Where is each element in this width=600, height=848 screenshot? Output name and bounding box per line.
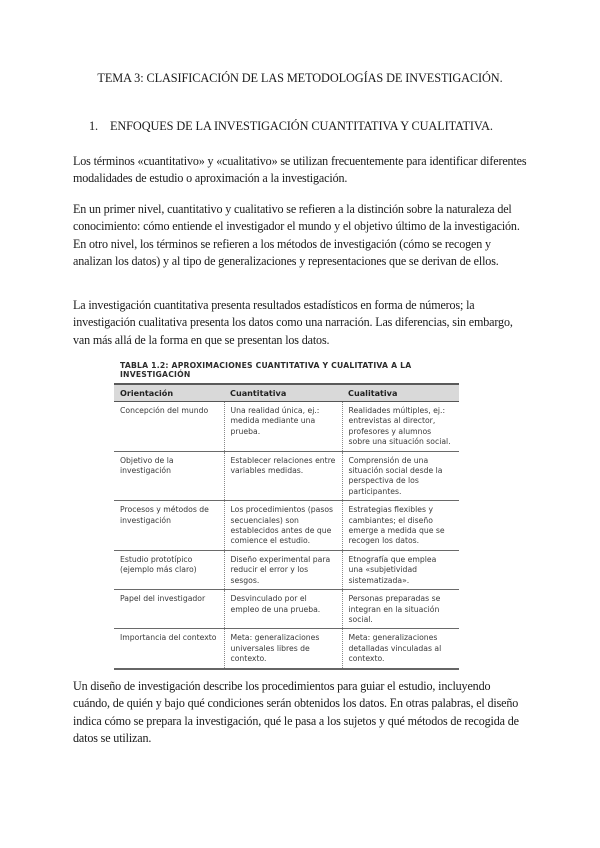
table-row [114, 590, 459, 629]
section-heading-text: ENFOQUES DE LA INVESTIGACIÓN CUANTITATIVA Y CUALITATIVA. [109, 119, 493, 133]
table-cell: Estudio prototípico (ejemplo más claro) [114, 550, 224, 589]
table-header-row [114, 385, 459, 402]
table-cell: Estrategias flexibles y cambiantes; el diseño emerge a medida que se recogen los datos. [342, 501, 459, 551]
paragraph-terms: Los términos «cuantitativo» y «cualitativo» se utilizan frecuentemente para identificar diferentes modalidades de estudio o aproximación a la investigación. [73, 154, 527, 186]
table-cell: Una realidad única, ej.: medida mediante una prueba. [224, 402, 342, 452]
table-cell: Papel del investigador [114, 590, 224, 629]
table-cell: Establecer relaciones entre variables medidas. [224, 451, 342, 501]
table-cell: Comprensión de una situación social desde la perspectiva de los participantes. [342, 451, 459, 501]
table-cell: Importancia del contexto [114, 629, 224, 669]
table-row [114, 501, 459, 551]
table-cell: Etnografía que emplea una «subjetividad sistematizada». [342, 550, 459, 589]
header-orientation: Orientación [114, 385, 224, 402]
table-cell: Concepción del mundo [114, 402, 224, 452]
paragraph-levels: En un primer nivel, cuantitativo y cualitativo se refieren a la distinción sobre la naturaleza del conocimiento: cómo entiende el investigador el mundo y el objetivo último de la investigación. En otro nivel, los términos se refieren a los métodos de investigación (cómo se recogen y analizan los datos) y al tipo de generalizaciones y representaciones que se derivan de ellos. [73, 202, 520, 269]
table-cell: Los procedimientos (pasos secuenciales) son establecidos antes de que comience el estudio. [224, 501, 342, 551]
header-quantitative: Cuantitativa [224, 385, 342, 402]
table-cell: Meta: generalizaciones detalladas vinculadas al contexto. [342, 629, 459, 669]
table-cell: Objetivo de la investigación [114, 451, 224, 501]
paragraph-design: Un diseño de investigación describe los procedimientos para guiar el estudio, incluyendo cuándo, de quién y bajo qué condiciones serán obtenidos los datos. En otras palabras, el diseño indica cómo se prepara la investigación, qué le pasa a los sujetos y qué métodos de recogida de datos se utilizan. [73, 679, 519, 746]
table-cell: Meta: generalizaciones universales libres de contexto. [224, 629, 342, 669]
table-row [114, 550, 459, 589]
paragraph-differences: La investigación cuantitativa presenta resultados estadísticos en forma de números; la investigación cualitativa presenta los datos como una narración. Las diferencias, sin embargo, van más allá de la forma en que se presentan los datos. [73, 298, 513, 347]
table-row [114, 629, 459, 669]
table-row [114, 451, 459, 501]
table-cell: Personas preparadas se integran en la situación social. [342, 590, 459, 629]
comparison-table [114, 361, 459, 670]
table-cell: Diseño experimental para reducir el error y los sesgos. [224, 550, 342, 589]
table-cell: Procesos y métodos de investigación [114, 501, 224, 551]
table-caption: TABLA 1.2: APROXIMACIONES CUANTITATIVA Y CUALITATIVA A LA INVESTIGACIÓN [114, 361, 459, 385]
approaches-table [114, 385, 459, 670]
section-number: 1. [89, 119, 99, 133]
section-heading [89, 119, 493, 134]
document-title: TEMA 3: CLASIFICACIÓN DE LAS METODOLOGÍAS DE INVESTIGACIÓN. [97, 71, 503, 85]
table-cell: Realidades múltiples, ej.: entrevistas al director, profesores y alumnos sobre una situación social. [342, 402, 459, 452]
table-cell: Desvinculado por el empleo de una prueba. [224, 590, 342, 629]
table-row [114, 402, 459, 452]
header-qualitative: Cualitativa [342, 385, 459, 402]
